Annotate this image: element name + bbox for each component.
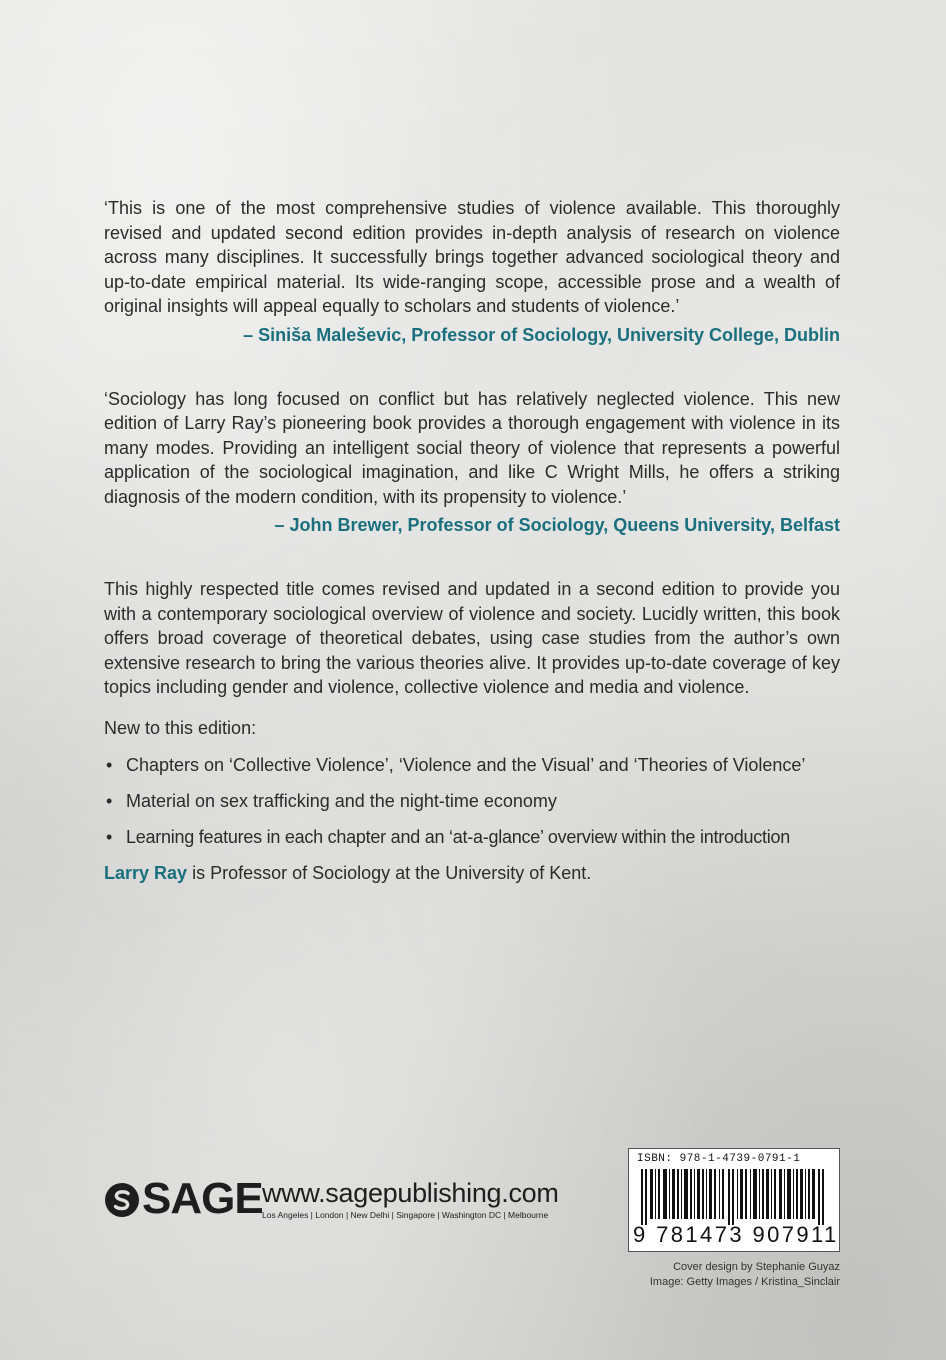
barcode-icon: [641, 1169, 829, 1225]
isbn-digits: 9 781473 907911: [633, 1222, 839, 1247]
publisher-name: SAGE: [142, 1174, 263, 1223]
review-quote-2: [104, 387, 840, 538]
quote-attribution: – John Brewer, Professor of Sociology, Queens University, Belfast: [274, 515, 840, 535]
list-item-text: Chapters on ‘Collective Violence’, ‘Violence and the Visual’ and ‘Theories of Violence’: [126, 754, 806, 775]
image-credit: Image: Getty Images / Kristina_Sinclair: [649, 1276, 840, 1288]
book-description: This highly respected title comes revised and updated in a second edition to provide you with a contemporary sociological overview of violence and society. Lucidly written, this book offers broad coverage of theoretical debates, using case studies from the author’s own extensive research to bring the various theories alive. It provides up-to-date coverage of key topics including gender and violence, collective violence and media and violence.: [104, 579, 840, 697]
author-bio: [104, 861, 840, 885]
quote-text: ‘This is one of the most comprehensive studies of violence available. This thoroughly revised and updated second edition provides in-depth analysis of research on violence across many disciplines. It successfully brings together advanced sociological theory and up-to-date empirical material. Its wide-ranging scope, accessible prose and a wealth of original insights will appeal equally to scholars and students of violence.’: [104, 198, 840, 316]
bullet-icon: •: [106, 790, 113, 811]
cover-credits: [600, 1260, 840, 1290]
publisher-cities: Los Angeles | London | New Delhi | Singapore | Washington DC | Melbourne: [262, 1210, 549, 1220]
bullet-icon: •: [106, 754, 113, 775]
isbn-label: ISBN: 978-1-4739-0791-1: [637, 1153, 801, 1165]
author-name: Larry Ray: [104, 862, 188, 883]
new-edition-list: [104, 753, 840, 849]
isbn-barcode: [628, 1148, 840, 1252]
list-item-text: Learning features in each chapter and an ‘at-a-glance’ overview within the introduction: [126, 826, 790, 847]
author-bio-text: is Professor of Sociology at the University of Kent.: [187, 862, 592, 883]
cover-content: [104, 196, 840, 885]
cover-design-credit: Cover design by Stephanie Guyaz: [673, 1261, 840, 1273]
publisher-block: [104, 1176, 574, 1226]
list-item: [104, 789, 840, 813]
list-item: [104, 753, 840, 777]
list-item-text: Material on sex trafficking and the night-time economy: [126, 790, 557, 811]
publisher-url: www.sagepublishing.com: [262, 1178, 559, 1208]
quote-attribution: – Siniša Maleševic, Professor of Sociology, University College, Dublin: [243, 324, 840, 345]
bullet-icon: •: [106, 826, 113, 847]
list-item: [104, 825, 840, 849]
new-edition-heading: New to this edition:: [104, 717, 257, 738]
review-quote-1: [104, 196, 840, 347]
sage-logo-icon: [104, 1182, 140, 1218]
quote-text: ‘Sociology has long focused on conflict but has relatively neglected violence. This new edition of Larry Ray’s pioneering book provides a thorough engagement with violence in its many modes. Providing an intelligent social theory of violence that represents a powerful application of the sociological imagination, and like C Wright Mills, he offers a striking diagnosis of the modern condition, with its propensity to violence.’: [104, 388, 840, 507]
